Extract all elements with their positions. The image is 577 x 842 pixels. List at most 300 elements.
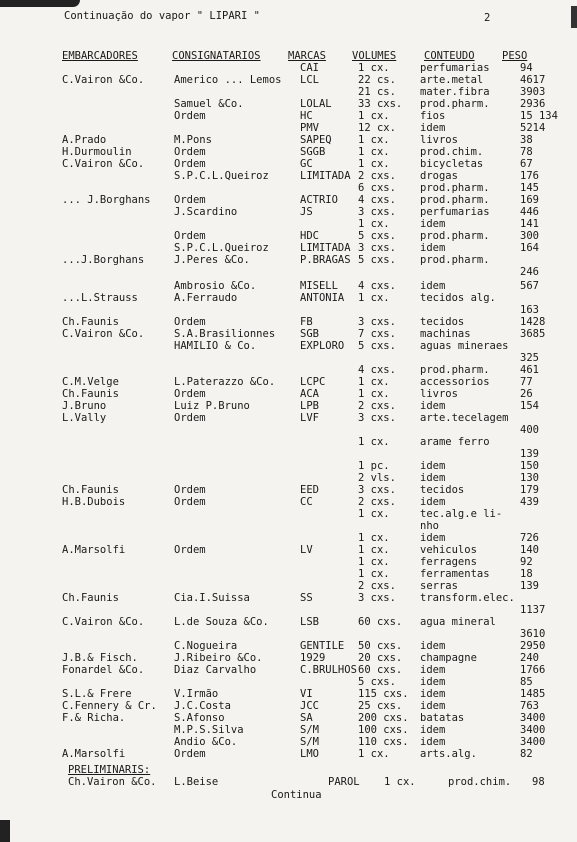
volume-cell: 115 cxs. [358, 688, 409, 700]
volume-cell: 1 cx. [358, 748, 390, 760]
volume-cell: 1 cx. [358, 568, 390, 580]
weight-cell: 164 [520, 242, 539, 254]
consignee-cell: S.P.C.L.Queiroz [174, 242, 269, 254]
shipper-cell: ... J.Borghans [62, 194, 151, 206]
table-row [0, 316, 577, 328]
volume-cell: 1 cx. [358, 146, 390, 158]
content-cell: prod.chim. [420, 146, 484, 158]
volume-cell: 6 cxs. [358, 182, 396, 194]
weight-cell: 325 [520, 352, 539, 364]
weight-cell: 67 [520, 158, 533, 170]
shipper-cell: H.Durmoulin [62, 146, 132, 158]
volume-cell: 3 cxs. [358, 316, 396, 328]
shipper-cell: J.B.& Fisch. [62, 652, 138, 664]
volume-cell: 1 cx. [358, 532, 390, 544]
weight-cell: 2950 [520, 640, 546, 652]
consignee-cell: Ordem [174, 544, 206, 556]
column-header-consignees: CONSIGNATARIOS [172, 50, 261, 62]
mark-cell: LSB [300, 616, 319, 628]
consignee-cell: Ordem [174, 388, 206, 400]
volume-cell: 1 cx. [358, 544, 390, 556]
volume-cell: 3 cxs. [358, 412, 396, 424]
weight-cell: 567 [520, 280, 539, 292]
table-row [0, 556, 577, 568]
content-cell: idem [420, 496, 446, 508]
consignee-cell: Cia.I.Suissa [174, 592, 250, 604]
column-header-volumes: VOLUMES [352, 50, 397, 62]
volume-cell: 25 cxs. [358, 700, 403, 712]
mark-cell: SAPEQ [300, 134, 332, 146]
weight-cell: 140 [520, 544, 539, 556]
consignee-cell: C.Nogueira [174, 640, 238, 652]
content-cell: aguas mineraes [420, 340, 509, 352]
table-row [0, 448, 577, 460]
content-cell: arts.alg. [420, 748, 477, 760]
shipper-cell: C.Fennery & Cr. [62, 700, 157, 712]
consignee-cell: Ordem [174, 496, 206, 508]
volume-cell: 50 cxs. [358, 640, 403, 652]
weight-cell: 130 [520, 472, 539, 484]
table-row [0, 388, 577, 400]
consignee-cell: Ordem [174, 158, 206, 170]
content-cell: tecidos [420, 484, 465, 496]
consignee-cell: Ordem [174, 748, 206, 760]
table-row [0, 712, 577, 724]
table-row [0, 568, 577, 580]
table-row [0, 170, 577, 182]
table-row [0, 352, 577, 364]
table-row [0, 604, 577, 616]
content-cell: arte.tecelagem [420, 412, 509, 424]
shipper-cell: C.Vairon &Co. [62, 74, 145, 86]
mark-cell: HDC [300, 230, 319, 242]
consignee-cell: L.Beise [174, 776, 219, 788]
mark-cell: LMO [300, 748, 319, 760]
content-cell: prod.pharm. [420, 364, 490, 376]
volume-cell: 4 cxs. [358, 194, 396, 206]
consignee-cell: Ordem [174, 110, 206, 122]
weight-cell: 139 [520, 580, 539, 592]
mark-cell: ACA [300, 388, 319, 400]
content-cell: ferragens [420, 556, 477, 568]
table-row [0, 218, 577, 230]
shipper-cell: C.Vairon &Co. [62, 158, 145, 170]
consignee-cell: V.Irmão [174, 688, 219, 700]
column-header-weight: PESO [502, 50, 528, 62]
table-row [0, 110, 577, 122]
content-cell: transform.elec. [420, 592, 515, 604]
shipper-cell: ...L.Strauss [62, 292, 138, 304]
table-row [0, 724, 577, 736]
mark-cell: LVF [300, 412, 319, 424]
consignee-cell: M.Pons [174, 134, 212, 146]
volume-cell: 1 cx. [358, 158, 390, 170]
preliminaries-heading: PRELIMINARIS: [68, 764, 151, 776]
volume-cell: 60 cxs. [358, 616, 403, 628]
weight-cell: 3610 [520, 628, 546, 640]
shipper-cell: C.Vairon &Co. [62, 616, 145, 628]
weight-cell: 139 [520, 448, 539, 460]
shipper-cell: Ch.Faunis [62, 388, 119, 400]
weight-cell: 154 [520, 400, 539, 412]
content-cell: idem [420, 218, 446, 230]
weight-cell: 461 [520, 364, 539, 376]
shipper-cell: Fonardel &Co. [62, 664, 145, 676]
shipper-cell: H.B.Dubois [62, 496, 126, 508]
volume-cell: 200 cxs. [358, 712, 409, 724]
table-row [0, 182, 577, 194]
content-cell: idem [420, 640, 446, 652]
content-cell: serras [420, 580, 458, 592]
weight-cell: 38 [520, 134, 533, 146]
weight-cell: 446 [520, 206, 539, 218]
content-cell: perfumarias [420, 206, 490, 218]
content-cell: livros [420, 134, 458, 146]
table-row [0, 62, 577, 74]
volume-cell: 5 cxs. [358, 254, 396, 266]
consignee-cell: Americo ... Lemos [174, 74, 282, 86]
mark-cell: MISELL [300, 280, 338, 292]
volume-cell: 1 cx. [358, 218, 390, 230]
consignee-cell: J.Peres &Co. [174, 254, 250, 266]
weight-cell: 300 [520, 230, 539, 242]
weight-cell: 246 [520, 266, 539, 278]
weight-cell: 400 [520, 424, 539, 436]
table-row [0, 146, 577, 158]
weight-cell: 726 [520, 532, 539, 544]
consignee-cell: Ordem [174, 484, 206, 496]
mark-cell: HC [300, 110, 313, 122]
content-cell: idem [420, 472, 446, 484]
shipper-cell: F.& Richa. [62, 712, 126, 724]
table-row [0, 292, 577, 304]
weight-cell: 26 [520, 388, 533, 400]
content-cell: prod.pharm. [420, 182, 490, 194]
volume-cell: 100 cxs. [358, 724, 409, 736]
content-cell: perfumarias [420, 62, 490, 74]
content-cell: tec.alg.e li- [420, 508, 503, 520]
table-row [0, 484, 577, 496]
volume-cell: 1 cx. [358, 292, 390, 304]
mark-cell: EXPLORO [300, 340, 345, 352]
mark-cell: 1929 [300, 652, 326, 664]
table-row [0, 230, 577, 242]
mark-cell: FB [300, 316, 313, 328]
table-row [0, 74, 577, 86]
table-row [0, 400, 577, 412]
mark-cell: SGB [300, 328, 319, 340]
weight-cell: 3400 [520, 724, 546, 736]
column-header-shippers: EMBARCADORES [62, 50, 138, 62]
content-cell: bicycletas [420, 158, 484, 170]
content-cell: prod.pharm. [420, 230, 490, 242]
shipper-cell: ...J.Borghans [62, 254, 145, 266]
mark-cell: P.BRAGAS [300, 254, 351, 266]
volume-cell: 4 cxs. [358, 364, 396, 376]
content-cell: prod.pharm. [420, 254, 490, 266]
volume-cell: 21 cs. [358, 86, 396, 98]
weight-cell: 1485 [520, 688, 546, 700]
volume-cell: 1 cx. [358, 110, 390, 122]
weight-cell: 150 [520, 460, 539, 472]
weight-cell: 82 [520, 748, 533, 760]
shipper-cell: L.Vally [62, 412, 107, 424]
consignee-cell: Ordem [174, 230, 206, 242]
content-cell: prod.pharm. [420, 194, 490, 206]
table-row [0, 460, 577, 472]
weight-cell: 5214 [520, 122, 546, 134]
consignee-cell: Diaz Carvalho [174, 664, 257, 676]
content-cell: champagne [420, 652, 477, 664]
volume-cell: 5 cxs. [358, 230, 396, 242]
continued-note: Continua [271, 789, 322, 801]
volume-cell: 12 cx. [358, 122, 396, 134]
volume-cell: 1 cx. [358, 388, 390, 400]
volume-cell: 5 cxs. [358, 340, 396, 352]
content-cell: tecidos alg. [420, 292, 496, 304]
mark-cell: LIMITADA [300, 170, 351, 182]
volume-cell: 1 cx. [384, 776, 416, 788]
table-row [0, 532, 577, 544]
content-cell: prod.pharm. [420, 98, 490, 110]
weight-cell: 3903 [520, 86, 546, 98]
weight-cell: 78 [520, 146, 533, 158]
volume-cell: 1 cx. [358, 376, 390, 388]
weight-cell: 176 [520, 170, 539, 182]
mark-cell: LV [300, 544, 313, 556]
scan-binding-mark [0, 820, 10, 842]
weight-cell: 18 [520, 568, 533, 580]
shipper-cell: Ch.Faunis [62, 592, 119, 604]
mark-cell: LCPC [300, 376, 326, 388]
volume-cell: 1 cx. [358, 556, 390, 568]
table-row [0, 340, 577, 352]
consignee-cell: L.de Souza &Co. [174, 616, 269, 628]
volume-cell: 2 cxs. [358, 496, 396, 508]
table-row [0, 412, 577, 424]
volume-cell: 3 cxs. [358, 484, 396, 496]
table-row [0, 280, 577, 292]
weight-cell: 4617 [520, 74, 546, 86]
content-cell: idem [420, 676, 446, 688]
table-row [0, 544, 577, 556]
shipper-cell: C.Vairon &Co. [62, 328, 145, 340]
content-cell: nho [420, 520, 439, 532]
consignee-cell: Andio &Co. [174, 736, 238, 748]
table-row [0, 580, 577, 592]
table-row [0, 424, 577, 436]
content-cell: batatas [420, 712, 465, 724]
consignee-cell: S.A.Brasilionnes [174, 328, 276, 340]
table-row [0, 194, 577, 206]
weight-cell: 169 [520, 194, 539, 206]
volume-cell: 4 cxs. [358, 280, 396, 292]
weight-cell: 439 [520, 496, 539, 508]
preliminaries-row [0, 776, 577, 790]
mark-cell: ANTONIA [300, 292, 345, 304]
shipper-cell: A.Prado [62, 134, 107, 146]
consignee-cell: L.Paterazzo &Co. [174, 376, 276, 388]
column-header-marks: MARCAS [288, 50, 326, 62]
shipper-cell: A.Marsolfi [62, 748, 126, 760]
weight-cell: 3400 [520, 712, 546, 724]
weight-cell: 15 134 [520, 110, 558, 122]
content-cell: ferramentas [420, 568, 490, 580]
table-row [0, 628, 577, 640]
table-row [0, 254, 577, 266]
content-cell: idem [420, 700, 446, 712]
weight-cell: 2936 [520, 98, 546, 110]
volume-cell: 5 cxs. [358, 676, 396, 688]
table-row [0, 364, 577, 376]
table-row [0, 242, 577, 254]
table-row [0, 688, 577, 700]
mark-cell: SA [300, 712, 313, 724]
weight-cell: 3685 [520, 328, 546, 340]
mark-cell: ACTRIO [300, 194, 338, 206]
weight-cell: 163 [520, 304, 539, 316]
table-row [0, 700, 577, 712]
table-row [0, 508, 577, 520]
mark-cell: PMV [300, 122, 319, 134]
volume-cell: 1 cx. [358, 508, 390, 520]
volume-cell: 3 cxs. [358, 242, 396, 254]
table-row [0, 206, 577, 218]
mark-cell: VI [300, 688, 313, 700]
content-cell: idem [420, 532, 446, 544]
consignee-cell: Ordem [174, 146, 206, 158]
table-row [0, 304, 577, 316]
volume-cell: 2 cxs. [358, 170, 396, 182]
consignee-cell: Ordem [174, 316, 206, 328]
content-cell: idem [420, 242, 446, 254]
weight-cell: 141 [520, 218, 539, 230]
weight-cell: 1766 [520, 664, 546, 676]
consignee-cell: A.Ferraudo [174, 292, 238, 304]
consignee-cell: Ordem [174, 412, 206, 424]
weight-cell: 98 [532, 776, 545, 788]
content-cell: idem [420, 460, 446, 472]
volume-cell: 2 cxs. [358, 580, 396, 592]
weight-cell: 92 [520, 556, 533, 568]
table-row [0, 98, 577, 110]
table-row [0, 592, 577, 604]
table-row [0, 748, 577, 760]
content-cell: vehiculos [420, 544, 477, 556]
weight-cell: 145 [520, 182, 539, 194]
weight-cell: 3400 [520, 736, 546, 748]
content-cell: idem [420, 688, 446, 700]
table-row [0, 158, 577, 170]
mark-cell: CAI [300, 62, 319, 74]
shipper-cell: Ch.Faunis [62, 316, 119, 328]
table-row [0, 652, 577, 664]
column-header-contents: CONTEUDO [424, 50, 475, 62]
content-cell: arte.metal [420, 74, 484, 86]
weight-cell: 85 [520, 676, 533, 688]
shipper-cell: J.Bruno [62, 400, 107, 412]
mark-cell: EED [300, 484, 319, 496]
consignee-cell: Ordem [174, 194, 206, 206]
mark-cell: C.BRULHOS [300, 664, 357, 676]
content-cell: idem [420, 400, 446, 412]
consignee-cell: Luiz P.Bruno [174, 400, 250, 412]
mark-cell: LIMITADA [300, 242, 351, 254]
volume-cell: 2 cxs. [358, 400, 396, 412]
volume-cell: 33 cxs. [358, 98, 403, 110]
volume-cell: 1 cx. [358, 134, 390, 146]
content-cell: accessorios [420, 376, 490, 388]
table-row [0, 676, 577, 688]
table-row [0, 436, 577, 448]
volume-cell: 3 cxs. [358, 206, 396, 218]
document-header: Continuação do vapor " LIPARI " [64, 10, 260, 22]
shipper-cell: C.M.Velge [62, 376, 119, 388]
table-row [0, 122, 577, 134]
mark-cell: PAROL [328, 776, 360, 788]
mark-cell: S/M [300, 736, 319, 748]
shipper-cell: A.Marsolfi [62, 544, 126, 556]
content-cell: prod.chim. [448, 776, 512, 788]
mark-cell: LOLAL [300, 98, 332, 110]
consignee-cell: J.Scardino [174, 206, 238, 218]
volume-cell: 1 cx. [358, 62, 390, 74]
content-cell: fios [420, 110, 446, 122]
consignee-cell: J.Ribeiro &Co. [174, 652, 263, 664]
consignee-cell: J.C.Costa [174, 700, 231, 712]
consignee-cell: M.P.S.Silva [174, 724, 244, 736]
mark-cell: JS [300, 206, 313, 218]
mark-cell: JCC [300, 700, 319, 712]
content-cell: mater.fibra [420, 86, 490, 98]
table-row [0, 640, 577, 652]
content-cell: machinas [420, 328, 471, 340]
mark-cell: SS [300, 592, 313, 604]
content-cell: idem [420, 724, 446, 736]
weight-cell: 1428 [520, 316, 546, 328]
mark-cell: LPB [300, 400, 319, 412]
consignee-cell: Samuel &Co. [174, 98, 244, 110]
content-cell: idem [420, 736, 446, 748]
weight-cell: 179 [520, 484, 539, 496]
weight-cell: 77 [520, 376, 533, 388]
volume-cell: 1 pc. [358, 460, 390, 472]
content-cell: livros [420, 388, 458, 400]
consignee-cell: S.Afonso [174, 712, 225, 724]
volume-cell: 110 cxs. [358, 736, 409, 748]
table-row [0, 86, 577, 98]
table-row [0, 496, 577, 508]
page-number: 2 [484, 12, 491, 24]
table-row [0, 736, 577, 748]
volume-cell: 7 cxs. [358, 328, 396, 340]
weight-cell: 94 [520, 62, 533, 74]
content-cell: idem [420, 280, 446, 292]
content-cell: idem [420, 122, 446, 134]
table-row [0, 616, 577, 628]
content-cell: tecidos [420, 316, 465, 328]
shipper-cell: Ch.Faunis [62, 484, 119, 496]
volume-cell: 20 cxs. [358, 652, 403, 664]
mark-cell: GC [300, 158, 313, 170]
mark-cell: GENTILE [300, 640, 345, 652]
volume-cell: 2 vls. [358, 472, 396, 484]
weight-cell: 1137 [520, 604, 546, 616]
volume-cell: 60 cxs. [358, 664, 403, 676]
scan-edge-shadow [0, 0, 80, 7]
shipper-cell: S.L.& Frere [62, 688, 132, 700]
mark-cell: S/M [300, 724, 319, 736]
